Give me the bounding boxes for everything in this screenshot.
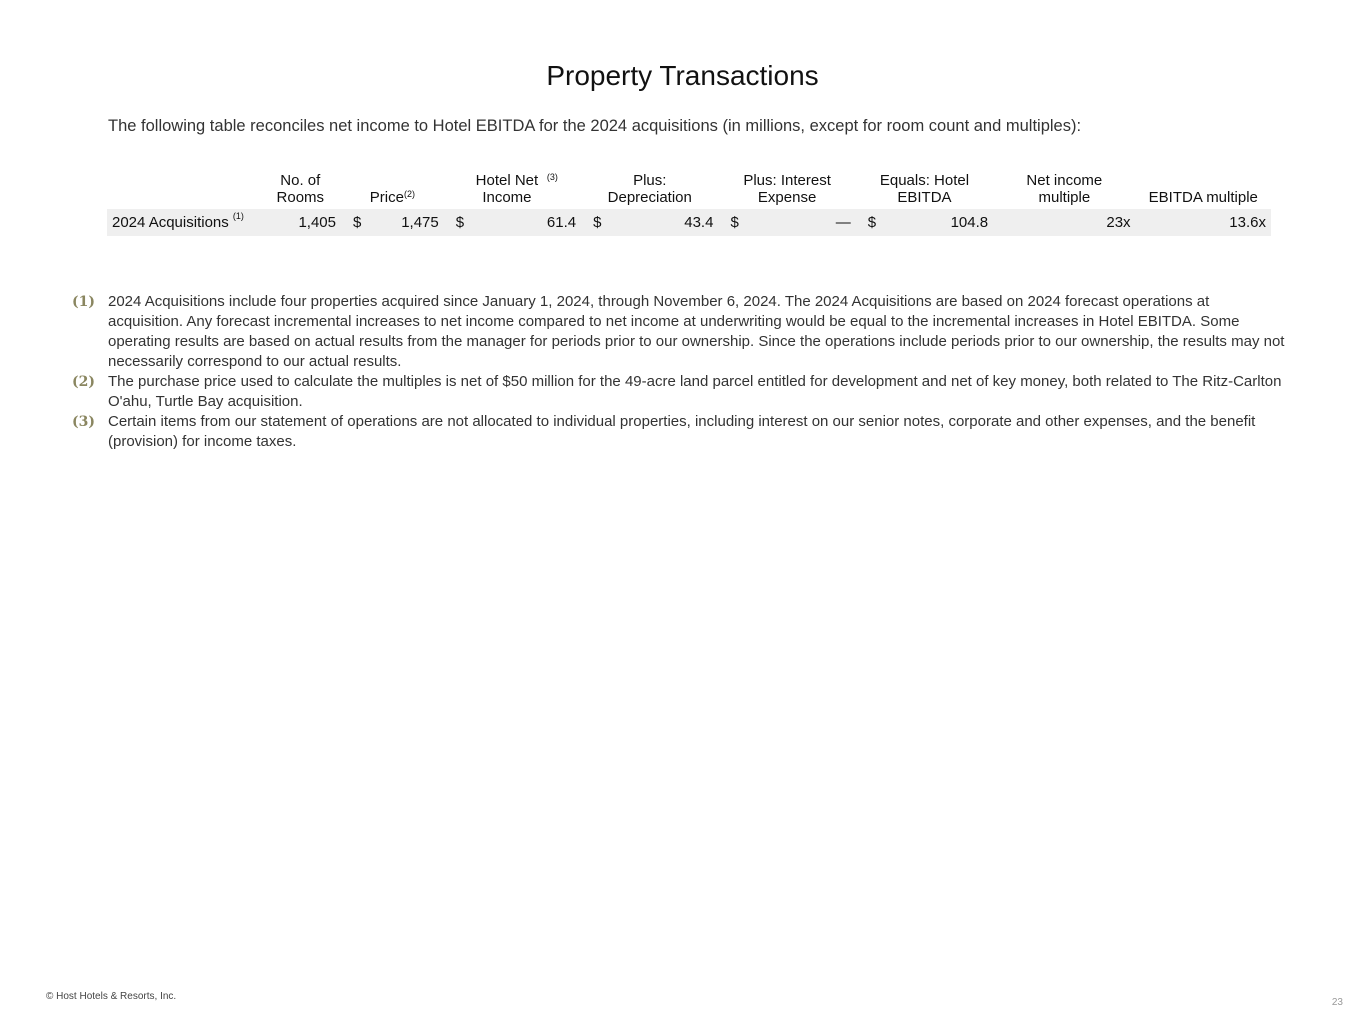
cell-interest-currency: $ bbox=[730, 214, 739, 231]
footnote-number: (1) bbox=[72, 294, 95, 310]
footnote-text: 2024 Acquisitions include four properties acquired since January 1, 2024, through November 6, 2024. The 2024 Acquisitions are based on 2024 forecast operations at acquisition. Any forecast incremental increases to net income compared to net income at underwriting would be equal to the incremental increases in Hotel EBITDA. Some operating results are based on actual results from the manager for periods prior to our ownership. Since the operations include periods prior to our ownership, the results may not necessarily correspond to our actual results. bbox=[108, 293, 1285, 370]
header-blank bbox=[107, 172, 260, 209]
page-number: 23 bbox=[1331, 997, 1343, 1008]
page-title: Property Transactions bbox=[546, 60, 819, 91]
table-header-row bbox=[107, 172, 1271, 209]
header-interest-expense: Plus: Interest Expense bbox=[743, 172, 831, 206]
cell-rooms: 1,405 bbox=[298, 214, 336, 231]
header-price: Price$^{(2)}$ bbox=[369, 189, 415, 206]
cell-ebitda: 104.8 bbox=[950, 214, 989, 231]
reconciliation-table bbox=[107, 172, 1271, 236]
footnote-number: (2) bbox=[72, 374, 95, 390]
cell-net-income-currency: $ bbox=[455, 214, 465, 231]
row-label: 2024 Acquisitions $^{(1)}$ bbox=[112, 211, 244, 231]
footnote-text: The purchase price used to calculate the multiples is net of $50 million for the 49-acre land parcel entitled for development and net of key money, both related to The Ritz-Carlton O'ahu, Turtle Bay acquisition. bbox=[108, 373, 1282, 410]
header-depreciation: Plus: Depreciation bbox=[607, 172, 692, 206]
intro-text: The following table reconciles net income to Hotel EBITDA for the 2024 acquisitions (in millions, except for room count and multiples): bbox=[108, 117, 1082, 135]
footnote bbox=[72, 292, 1287, 372]
footnote bbox=[72, 412, 1287, 452]
header-net-income: Hotel Net Income$^{(3)}$ bbox=[475, 172, 558, 206]
header-hotel-ebitda: Equals: Hotel EBITDA bbox=[879, 172, 970, 206]
cell-depreciation-currency: $ bbox=[593, 214, 602, 231]
cell-net-income: 61.4 bbox=[546, 214, 577, 231]
table-row bbox=[107, 209, 1271, 236]
row-footnote-ref: (1) bbox=[232, 211, 244, 221]
cell-interest: — bbox=[835, 214, 851, 231]
cell-ebitda-currency: $ bbox=[867, 214, 877, 231]
price-footnote-ref: (2) bbox=[403, 189, 415, 199]
footnotes bbox=[72, 292, 1287, 452]
cell-depreciation: 43.4 bbox=[684, 214, 714, 231]
cell-price: 1,475 bbox=[401, 214, 439, 231]
footnote-text: Certain items from our statement of operations are not allocated to individual properties, including interest on our senior notes, corporate and other expenses, and the benefit (provision) for income taxes. bbox=[108, 413, 1256, 450]
net-income-footnote-ref: (3) bbox=[546, 172, 558, 182]
header-rooms: No. of Rooms bbox=[276, 172, 325, 206]
footnote-number: (3) bbox=[72, 414, 95, 430]
cell-ebitda-multiple: 13.6x bbox=[1229, 214, 1266, 231]
copyright-footer: © Host Hotels & Resorts, Inc. bbox=[46, 991, 177, 1002]
cell-net-income-multiple: 23x bbox=[1106, 214, 1131, 231]
header-ebitda-multiple: EBITDA multiple bbox=[1148, 189, 1258, 206]
header-net-income-multiple: Net income multiple bbox=[1026, 172, 1103, 206]
footnote bbox=[72, 372, 1287, 412]
cell-price-currency: $ bbox=[353, 214, 362, 231]
reconciliation-table-container bbox=[107, 172, 1271, 236]
